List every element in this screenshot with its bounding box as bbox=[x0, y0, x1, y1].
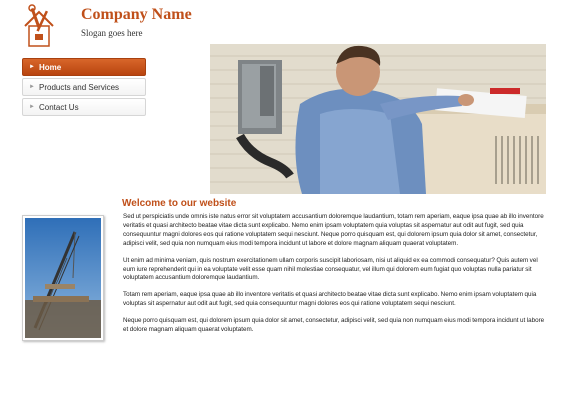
body-paragraph: Sed ut perspiciatis unde omnis iste natus error sit voluptatem accusantium doloremque laudantium, totam rem aperiam, eaque ipsa quae ab illo inventore veritatis et quasi architecto beatae vitae dicta sunt explicabo. Nemo enim ipsam voluptatem quia voluptas sit aspernatur aut odit aut fugit, sed quia consequuntur magni dolores eos qui ratione voluptatem sequi nesciunt. Neque porro quisquam est, qui dolorem ipsum quia dolor sit amet, consectetur, adipisci velit, sed quia non numquam eius modi tempora incidunt ut labore et dolore magnam aliquam quaerat voluptatem. bbox=[123, 213, 544, 247]
body-paragraph: Neque porro quisquam est, qui dolorem ipsum quia dolor sit amet, consectetur, adipisci velit, sed quia non numquam eius modi tempora incidunt ut labore et dolore magnam aliquam quaerat voluptatem. bbox=[123, 317, 545, 334]
nav-item-home[interactable] bbox=[22, 58, 146, 76]
nav-item-label: Home bbox=[39, 62, 62, 72]
side-image bbox=[22, 215, 104, 341]
arrow-right-icon: ► bbox=[29, 84, 35, 90]
main-content bbox=[123, 213, 547, 343]
nav-item-contact-us[interactable] bbox=[22, 98, 146, 116]
page-title: Welcome to our website bbox=[122, 198, 237, 209]
company-logo[interactable] bbox=[22, 4, 56, 48]
body-paragraph: Ut enim ad minima veniam, quis nostrum exercitationem ullam corporis suscipit laboriosam, nisi ut aliquid ex ea commodi consequatur? Quis autem vel eum iure reprehenderit qui in ea voluptate velit esse quam nihil molestiae consequatur, vel illum qui dolorem eum fugiat quo voluptas nulla pariatur sit voluptatem accusantium doloremque laudantium. bbox=[123, 256, 538, 282]
body-paragraph: Totam rem aperiam, eaque ipsa quae ab illo inventore veritatis et quasi architecto beatae vitae dicta sunt explicabo. Nemo enim ipsam voluptatem quia voluptas sit aspernatur aut odit aut fugit, sed quia consequuntur magni dolores eos qui ratione voluptatem sequi nesciunt. bbox=[123, 291, 537, 308]
crane-photo bbox=[25, 218, 101, 338]
arrow-right-icon: ► bbox=[29, 64, 35, 70]
house-tools-icon bbox=[22, 4, 56, 48]
slogan: Slogan goes here bbox=[81, 28, 143, 38]
arrow-right-icon: ► bbox=[29, 104, 35, 110]
nav-item-label: Contact Us bbox=[39, 102, 79, 112]
company-name: Company Name bbox=[81, 6, 192, 23]
hero-image bbox=[210, 44, 546, 194]
technician-photo bbox=[210, 44, 546, 194]
nav-item-label: Products and Services bbox=[39, 82, 120, 92]
nav-item-products-and-services[interactable] bbox=[22, 78, 146, 96]
main-navigation bbox=[22, 58, 146, 118]
